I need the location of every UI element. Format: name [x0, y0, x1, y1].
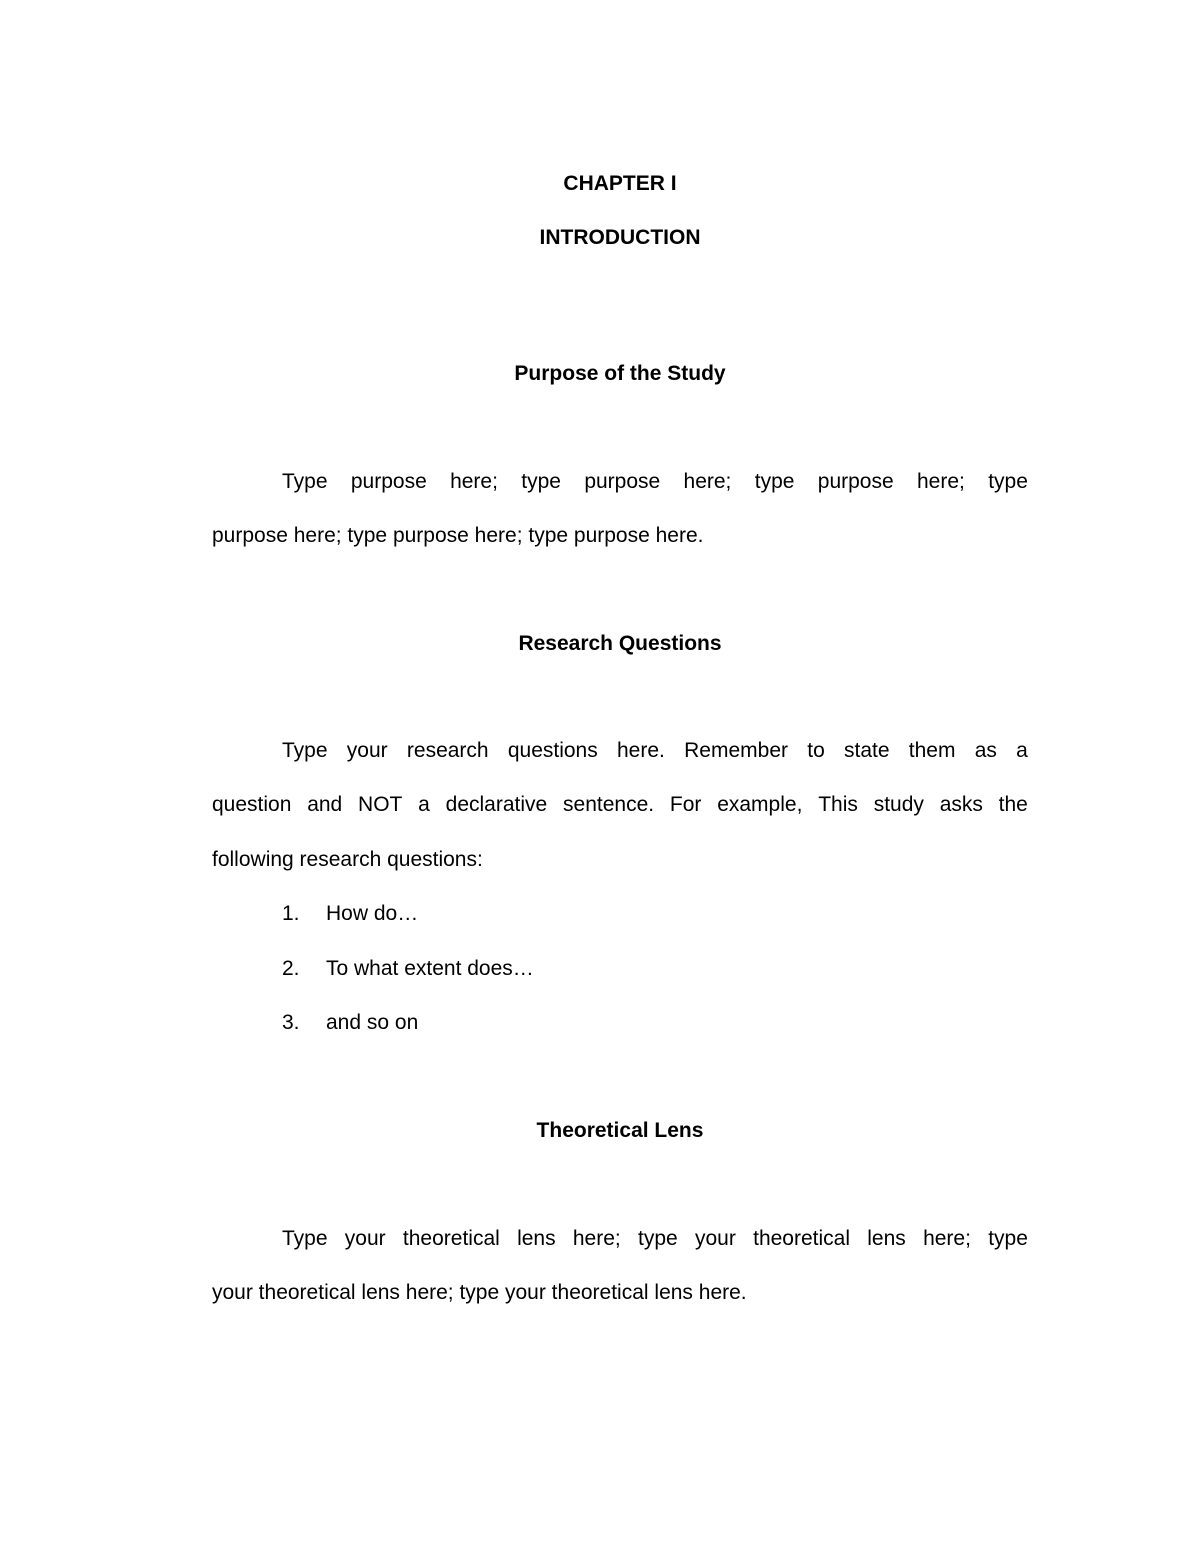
word: here;	[683, 470, 732, 493]
chapter-title: INTRODUCTION	[539, 226, 701, 249]
word: declarative	[445, 793, 548, 817]
word: a	[1016, 739, 1028, 762]
word: the	[998, 793, 1028, 817]
list-number: 1.	[282, 902, 300, 925]
word: asks	[939, 793, 983, 817]
list-item	[282, 1009, 418, 1037]
word: Type	[282, 739, 328, 762]
word: type	[754, 470, 795, 493]
list-item	[282, 955, 534, 983]
paragraph-line	[212, 737, 1028, 791]
word: purpose	[817, 470, 894, 493]
word: here;	[572, 1227, 621, 1250]
word: theoretical	[753, 1227, 850, 1250]
word: purpose	[584, 470, 661, 493]
word: type	[638, 1227, 678, 1250]
word: your	[344, 1227, 386, 1250]
paragraph-line	[212, 791, 1028, 845]
word: sentence.	[563, 793, 655, 817]
list-text: To what extent does…	[326, 957, 534, 980]
list-number: 3.	[282, 1011, 300, 1034]
word: study	[873, 793, 924, 817]
paragraph-line: purpose here; type purpose here; type purpose here.	[212, 524, 704, 548]
word: question	[212, 793, 292, 817]
section-heading-purpose: Purpose of the Study	[514, 362, 726, 385]
word: For	[669, 793, 702, 817]
word: Remember	[684, 739, 788, 762]
word: them	[908, 739, 956, 762]
word: state	[844, 739, 890, 762]
section-heading-theoretical-lens: Theoretical Lens	[536, 1119, 704, 1142]
research-questions-paragraph	[212, 737, 1028, 900]
theoretical-lens-paragraph	[212, 1225, 1028, 1334]
list-item	[282, 900, 418, 928]
word: type	[988, 470, 1028, 493]
word: lens	[867, 1227, 906, 1250]
word: research	[406, 739, 489, 762]
list-text: How do…	[326, 902, 419, 925]
section-heading-research-questions: Research Questions	[518, 632, 722, 655]
word: as	[974, 739, 997, 762]
word: Type	[282, 470, 328, 493]
word: your	[694, 1227, 736, 1250]
paragraph-line: following research questions:	[212, 847, 483, 871]
word: type	[988, 1227, 1028, 1250]
word: example,	[717, 793, 803, 817]
word: and	[307, 793, 343, 817]
word: here;	[923, 1227, 971, 1250]
list-text: and so on	[326, 1011, 419, 1034]
paragraph-line	[212, 1225, 1028, 1279]
word: here.	[617, 739, 665, 762]
purpose-paragraph	[212, 468, 1028, 577]
chapter-label: CHAPTER I	[563, 172, 677, 195]
word: here;	[916, 470, 965, 493]
word: Type	[282, 1227, 328, 1250]
paragraph-line: your theoretical lens here; type your theoretical lens here.	[212, 1281, 747, 1305]
word: lens	[517, 1227, 556, 1250]
word: This	[818, 793, 858, 817]
word: to	[807, 739, 825, 762]
list-number: 2.	[282, 957, 300, 980]
word: your	[346, 739, 388, 762]
word: theoretical	[402, 1227, 500, 1250]
paragraph-line	[212, 468, 1028, 522]
word: NOT	[358, 793, 403, 817]
word: here;	[450, 470, 498, 493]
word: purpose	[350, 470, 427, 493]
word: a	[418, 793, 430, 817]
word: questions	[507, 739, 598, 762]
word: type	[521, 470, 561, 493]
